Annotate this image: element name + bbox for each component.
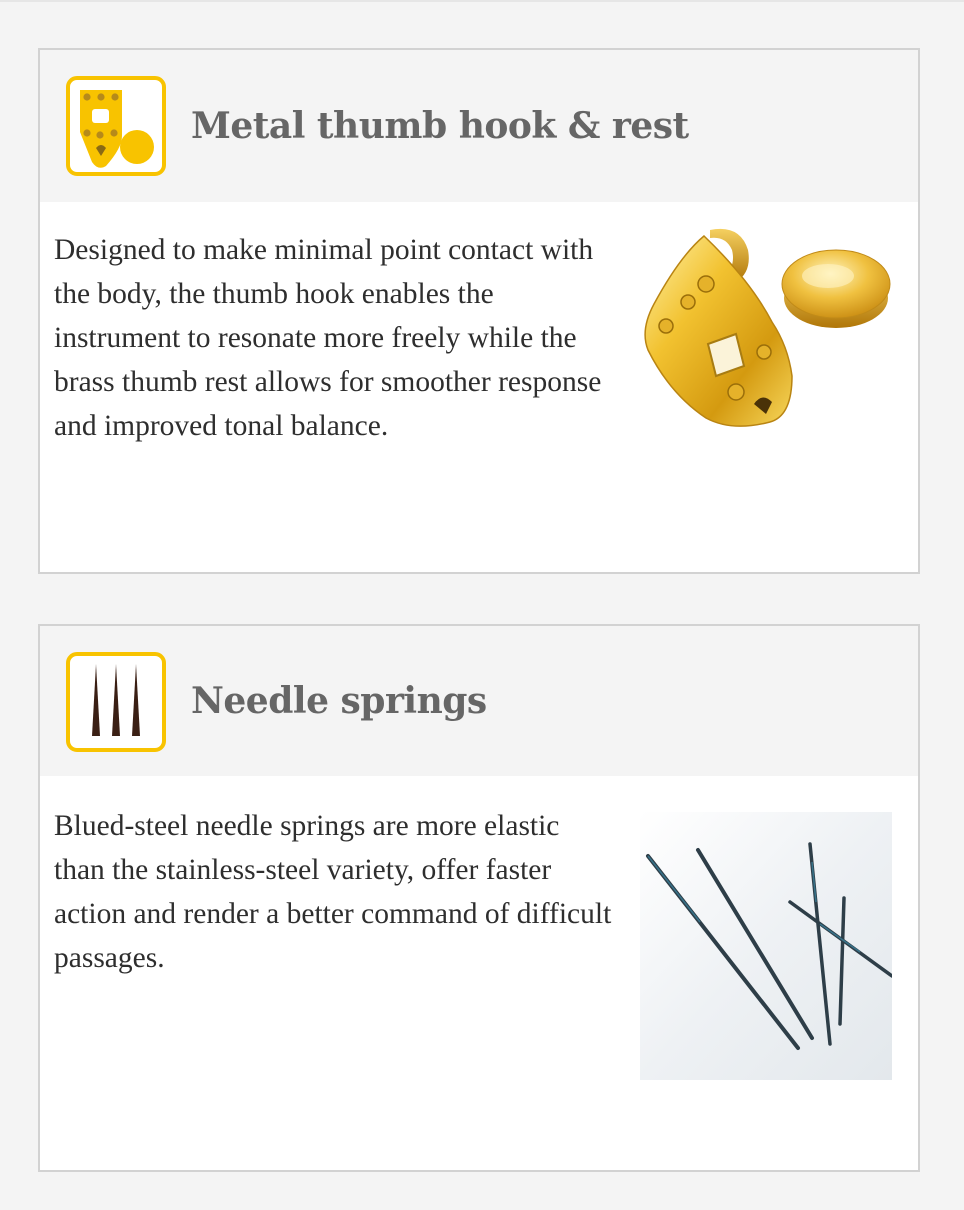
needle-springs-icon xyxy=(66,652,166,752)
feature-title: Needle springs xyxy=(191,680,487,722)
thumb-hook-rest-icon xyxy=(66,76,166,176)
gold-thumb-hook-and-rest-photo xyxy=(640,226,892,430)
feature-card-thumb-hook xyxy=(38,48,920,574)
feature-card-header xyxy=(40,50,918,202)
feature-card-header xyxy=(40,626,918,776)
feature-description: Designed to make minimal point contact with the body, the thumb hook enables the instrument to resonate more freely while the brass thumb rest allows for smoother response and improved tonal balance. xyxy=(54,234,602,442)
top-divider xyxy=(0,0,964,2)
feature-card-needle-springs xyxy=(38,624,920,1172)
feature-title: Metal thumb hook & rest xyxy=(191,105,689,147)
blued-steel-needle-springs-photo xyxy=(640,812,892,1080)
feature-description: Blued-steel needle springs are more elastic than the stainless-steel variety, offer faster action and render a better command of difficult passages. xyxy=(54,810,612,974)
